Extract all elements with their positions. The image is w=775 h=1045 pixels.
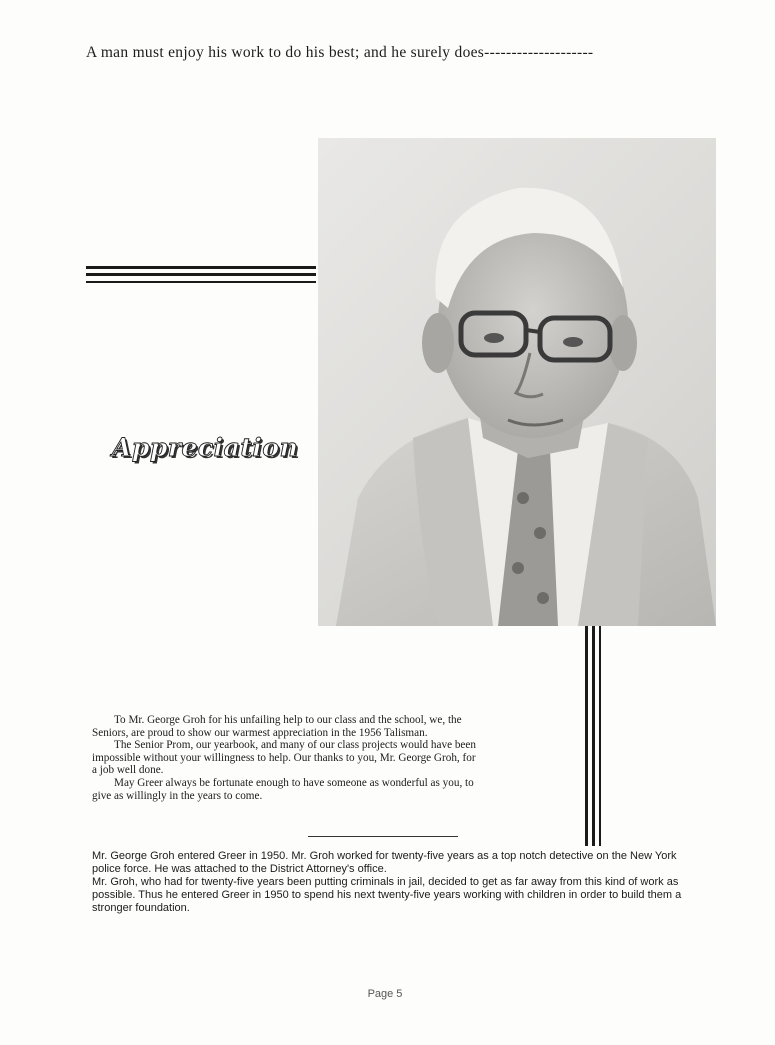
rule-line xyxy=(86,281,316,283)
rule-line xyxy=(592,626,595,846)
rule-line xyxy=(599,626,601,846)
tribute-paragraph: The Senior Prom, our yearbook, and many of our class projects would have been impossible without your willingness to help. Our thanks to you, Mr. George Groh, for a job well done. xyxy=(92,739,476,777)
bio-paragraph: Mr. George Groh entered Greer in 1950. Mr. Groh worked for twenty-five years as a top notch detective on the New York police force. He was attached to the District Attorney's office. xyxy=(92,850,677,875)
section-title: Appreciation xyxy=(112,433,299,462)
rule-line xyxy=(585,626,588,846)
portrait-photo xyxy=(318,138,716,626)
page-number: Page 5 xyxy=(367,988,403,1000)
rule-line xyxy=(86,273,316,276)
tribute-paragraph: To Mr. George Groh for his unfailing help to our class and the school, we, the Seniors, are proud to show our warmest appreciation in the 1956 Talisman. xyxy=(92,714,462,739)
rule-line xyxy=(86,266,316,269)
tribute-paragraph: May Greer always be fortunate enough to have someone as wonderful as you, to give as willingly in the years to come. xyxy=(92,776,474,802)
tribute-text xyxy=(92,714,482,802)
biography-text xyxy=(92,850,692,915)
divider-line xyxy=(308,836,458,837)
page-heading: A man must enjoy his work to do his best; and he surely does-------------------- xyxy=(86,44,594,61)
bio-paragraph: Mr. Groh, who had for twenty-five years been putting criminals in jail, decided to get as far away from this kind of work as possible. Thus he entered Greer in 1950 to spend his next twenty-five years working with children in order to build them a stronger foundation. xyxy=(92,876,682,914)
